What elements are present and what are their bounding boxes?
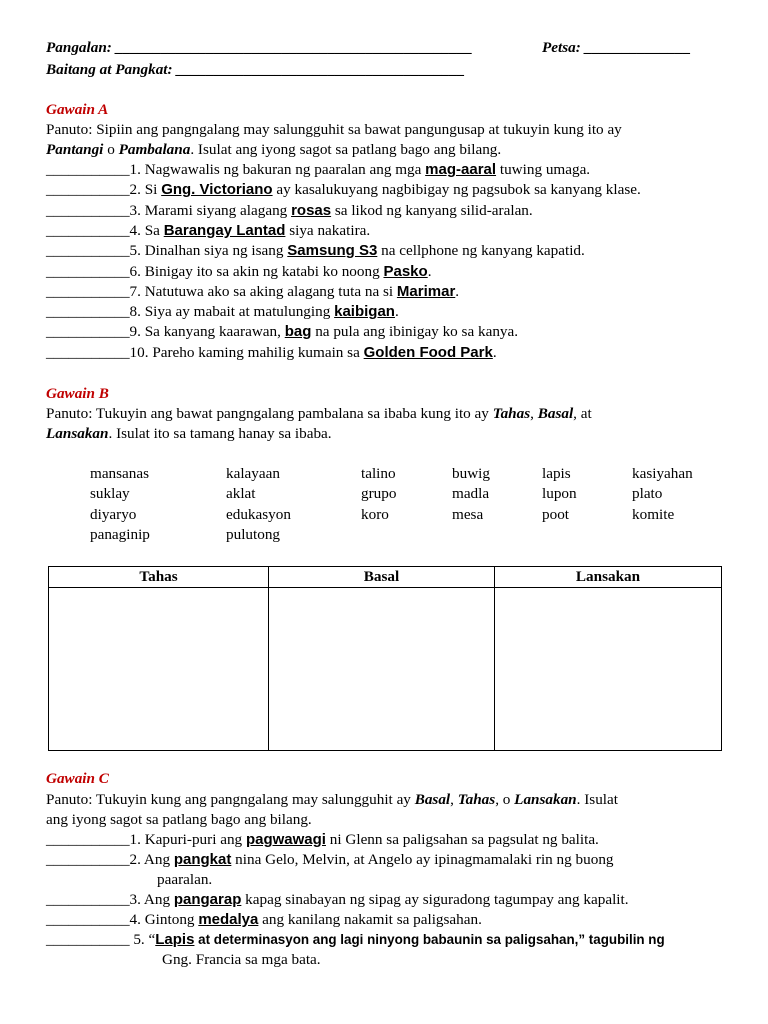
item-text: 8. Siya ay mabait at matulunging bbox=[129, 303, 335, 321]
item-text-end: sa likod ng kanyang silid-aralan. bbox=[331, 201, 533, 219]
gawain-a-item-8 bbox=[46, 302, 399, 322]
item-text: 2. Si bbox=[129, 181, 162, 199]
instructions-tail: . Isulat bbox=[576, 791, 618, 808]
gawain-c-instructions-line1 bbox=[46, 790, 618, 810]
word-bank-item: komite bbox=[632, 505, 675, 523]
gawain-a-item-6 bbox=[46, 262, 431, 282]
word-bank-item: diyaryo bbox=[90, 505, 137, 523]
underlined-noun: pangkat bbox=[173, 851, 232, 868]
gawain-c-item-1 bbox=[46, 830, 599, 850]
word-bank-item: grupo bbox=[361, 485, 397, 503]
grade-line bbox=[46, 60, 465, 80]
column-header-tahas: Tahas bbox=[49, 567, 269, 588]
underlined-noun: Golden Food Park bbox=[363, 343, 493, 361]
term-tahas: Tahas bbox=[492, 405, 531, 422]
column-header-basal: Basal bbox=[269, 567, 495, 588]
item-text-end: . bbox=[394, 303, 399, 321]
answer-blank[interactable]: ___________ bbox=[46, 891, 130, 908]
answer-blank[interactable]: ___________ bbox=[46, 262, 130, 280]
gawain-a-item-5 bbox=[46, 241, 585, 261]
gawain-c-item-5 bbox=[46, 930, 665, 950]
gawain-a-item-10 bbox=[46, 343, 497, 363]
underlined-noun: kaibigan bbox=[334, 303, 395, 321]
gawain-a-item-3 bbox=[46, 201, 533, 221]
name-label: Pangalan: bbox=[46, 39, 112, 56]
gawain-c-item-2 bbox=[46, 850, 614, 870]
instructions-text: Panuto: Tukuyin ang bawat pangngalang pambalana sa ibaba kung ito ay bbox=[46, 405, 493, 422]
gawain-a-item-7 bbox=[46, 282, 459, 302]
item-text-end: ang kanilang nakamit sa paligsahan. bbox=[258, 911, 482, 928]
item-text: 2. Ang bbox=[129, 851, 174, 868]
answer-blank[interactable]: ___________ bbox=[46, 242, 130, 260]
instructions-text: Panuto: Tukuyin kung ang pangngalang may salungguhit ay bbox=[46, 791, 415, 808]
item-text: 3. Marami siyang alagang bbox=[129, 201, 292, 219]
instructions-tail: . Isulat ito sa tamang hanay sa ibaba. bbox=[108, 425, 332, 442]
word-bank-item: talino bbox=[361, 465, 396, 482]
item-text: 1. Kapuri-puri ang bbox=[129, 831, 246, 848]
word-bank-item: buwig bbox=[452, 465, 490, 482]
answer-blank[interactable]: ___________ bbox=[46, 851, 130, 868]
underlined-noun: pagwawagi bbox=[245, 831, 326, 848]
gawain-a-instructions-line1: Panuto: Sipiin ang pangngalang may salungguhit sa bawat pangungusap at tukuyin kung ito ay bbox=[46, 121, 622, 138]
answer-blank[interactable]: ___________ bbox=[46, 831, 130, 848]
item-text-end: . bbox=[492, 343, 497, 361]
date-blank[interactable]: ______________ bbox=[584, 39, 691, 56]
separator: , o bbox=[495, 791, 515, 808]
underlined-noun: Barangay Lantad bbox=[163, 221, 286, 239]
underlined-noun: Samsung S3 bbox=[287, 242, 378, 260]
underlined-noun: Marimar bbox=[396, 282, 456, 300]
underlined-noun: mag-aaral bbox=[425, 161, 497, 178]
word-bank-item: lupon bbox=[542, 485, 577, 503]
word-bank-item: suklay bbox=[90, 485, 130, 503]
section-title-gawain-c: Gawain C bbox=[46, 770, 109, 787]
word-bank-item: edukasyon bbox=[226, 505, 291, 523]
underlined-noun: pangarap bbox=[173, 891, 242, 908]
name-line bbox=[46, 38, 473, 58]
underlined-noun: bag bbox=[284, 323, 312, 341]
item-text-end: ni Glenn sa paligsahan sa pagsulat ng balita. bbox=[325, 831, 599, 848]
gawain-b-instructions-line1 bbox=[46, 404, 592, 424]
answer-blank[interactable]: ___________ bbox=[46, 201, 130, 219]
term-lansakan: Lansakan bbox=[514, 791, 577, 808]
separator: , bbox=[530, 405, 538, 422]
section-title-gawain-b: Gawain B bbox=[46, 385, 109, 402]
item-text-end: tuwing umaga. bbox=[496, 161, 591, 178]
item-text-end: na pula ang ibinigay ko sa kanya. bbox=[311, 323, 519, 341]
item-text-end: siya nakatira. bbox=[285, 221, 371, 239]
word-bank-item: kalayaan bbox=[226, 465, 280, 482]
gawain-a-item-1 bbox=[46, 160, 590, 180]
item-text: 3. Ang bbox=[129, 891, 174, 908]
item-text: 4. Gintong bbox=[129, 911, 199, 928]
word-bank-item: lapis bbox=[542, 465, 571, 482]
underlined-noun: Pasko bbox=[383, 262, 428, 280]
underlined-noun: medalya bbox=[198, 911, 259, 928]
item-text: 6. Binigay ito sa akin ng katabi ko noong bbox=[129, 262, 384, 280]
answer-blank[interactable]: ___________ bbox=[46, 282, 130, 300]
date-line bbox=[542, 38, 691, 58]
conjunction: o bbox=[103, 141, 119, 158]
gawain-c-item-5-continuation: Gng. Francia sa mga bata. bbox=[162, 951, 321, 968]
gawain-a-item-4 bbox=[46, 221, 370, 241]
column-header-lansakan: Lansakan bbox=[495, 567, 722, 588]
answer-blank[interactable]: ___________ bbox=[46, 931, 130, 948]
answer-blank[interactable]: ___________ bbox=[46, 181, 130, 199]
term-pantangi: Pantangi bbox=[46, 141, 104, 158]
underlined-noun: Lapis bbox=[155, 931, 195, 948]
word-bank-item: pulutong bbox=[226, 526, 281, 544]
gawain-b-instructions-line2 bbox=[46, 424, 332, 444]
term-basal: Basal bbox=[414, 791, 451, 808]
item-text: 1. Nagwawalis ng bakuran ng paaralan ang mga bbox=[129, 161, 426, 178]
answer-blank[interactable]: ___________ bbox=[46, 161, 130, 178]
answer-blank[interactable]: ___________ bbox=[46, 911, 130, 928]
section-title-gawain-a: Gawain A bbox=[46, 101, 109, 118]
item-text: 9. Sa kanyang kaarawan, bbox=[129, 323, 285, 341]
term-tahas: Tahas bbox=[457, 791, 496, 808]
answer-blank[interactable]: ___________ bbox=[46, 323, 130, 341]
word-bank-item: kasiyahan bbox=[632, 465, 693, 482]
answer-blank[interactable]: ___________ bbox=[46, 221, 130, 239]
underlined-noun: Gng. Victoriano bbox=[161, 181, 273, 199]
word-bank-item: madla bbox=[452, 485, 490, 503]
item-text-end: . bbox=[427, 262, 432, 280]
answer-blank[interactable]: ___________ bbox=[46, 303, 130, 321]
term-lansakan: Lansakan bbox=[46, 425, 109, 442]
answer-cell-tahas[interactable] bbox=[49, 588, 269, 751]
gawain-c-item-4 bbox=[46, 910, 482, 930]
word-bank-item: koro bbox=[361, 505, 389, 523]
classification-table bbox=[48, 566, 722, 751]
name-blank[interactable]: _______________________________________________ bbox=[115, 39, 473, 56]
gawain-a-item-9 bbox=[46, 322, 518, 342]
item-text-end: . bbox=[455, 282, 460, 300]
word-bank-item: poot bbox=[542, 505, 570, 523]
item-text: 7. Natutuwa ako sa aking alagang tuta na si bbox=[129, 282, 397, 300]
item-text-end: na cellphone ng kanyang kapatid. bbox=[377, 242, 585, 260]
item-text: 5. Dinalhan siya ng isang bbox=[129, 242, 288, 260]
date-label: Petsa: bbox=[542, 39, 581, 56]
gawain-c-instructions-line2: ang iyong sagot sa patlang bago ang bilang. bbox=[46, 811, 312, 828]
word-bank-item: panaginip bbox=[90, 526, 150, 544]
gawain-a-item-2 bbox=[46, 180, 641, 200]
word-bank-item: aklat bbox=[226, 485, 256, 503]
word-bank-item: mansanas bbox=[90, 465, 150, 482]
answer-cell-lansakan[interactable] bbox=[495, 588, 722, 751]
answer-blank[interactable]: ___________ bbox=[46, 343, 130, 361]
answer-cell-basal[interactable] bbox=[269, 588, 495, 751]
grade-blank[interactable]: ______________________________________ bbox=[176, 61, 465, 78]
word-bank-item: mesa bbox=[452, 505, 484, 523]
term-basal: Basal bbox=[537, 405, 574, 422]
item-text-end: ay kasalukuyang nagbibigay ng pagsubok sa kanyang klase. bbox=[272, 181, 641, 199]
separator: , at bbox=[573, 405, 592, 422]
gawain-c-item-2-continuation: paaralan. bbox=[157, 871, 213, 888]
item-text: 5. “ bbox=[129, 931, 156, 948]
term-pambalana: Pambalana bbox=[118, 141, 191, 158]
separator: , bbox=[450, 791, 458, 808]
item-text-end: kapag sinabayan ng sipag ay siguradong tagumpay ang kapalit. bbox=[241, 891, 629, 908]
item-text: 10. Pareho kaming mahilig kumain sa bbox=[129, 343, 364, 361]
item-text: 4. Sa bbox=[129, 221, 164, 239]
word-bank-item: plato bbox=[632, 485, 663, 503]
underlined-noun: rosas bbox=[291, 201, 332, 219]
gawain-c-item-3 bbox=[46, 890, 629, 910]
gawain-a-instructions-line2 bbox=[46, 140, 501, 160]
grade-label: Baitang at Pangkat: bbox=[46, 61, 173, 78]
item-text-end: at determinasyon ang lagi ninyong babaunin sa paligsahan,” tagubilin ng bbox=[194, 932, 665, 947]
instructions-tail: . Isulat ang iyong sagot sa patlang bago ang bilang. bbox=[190, 141, 502, 158]
item-text-end: nina Gelo, Melvin, at Angelo ay ipinagmamalaki rin ng buong bbox=[231, 851, 614, 868]
